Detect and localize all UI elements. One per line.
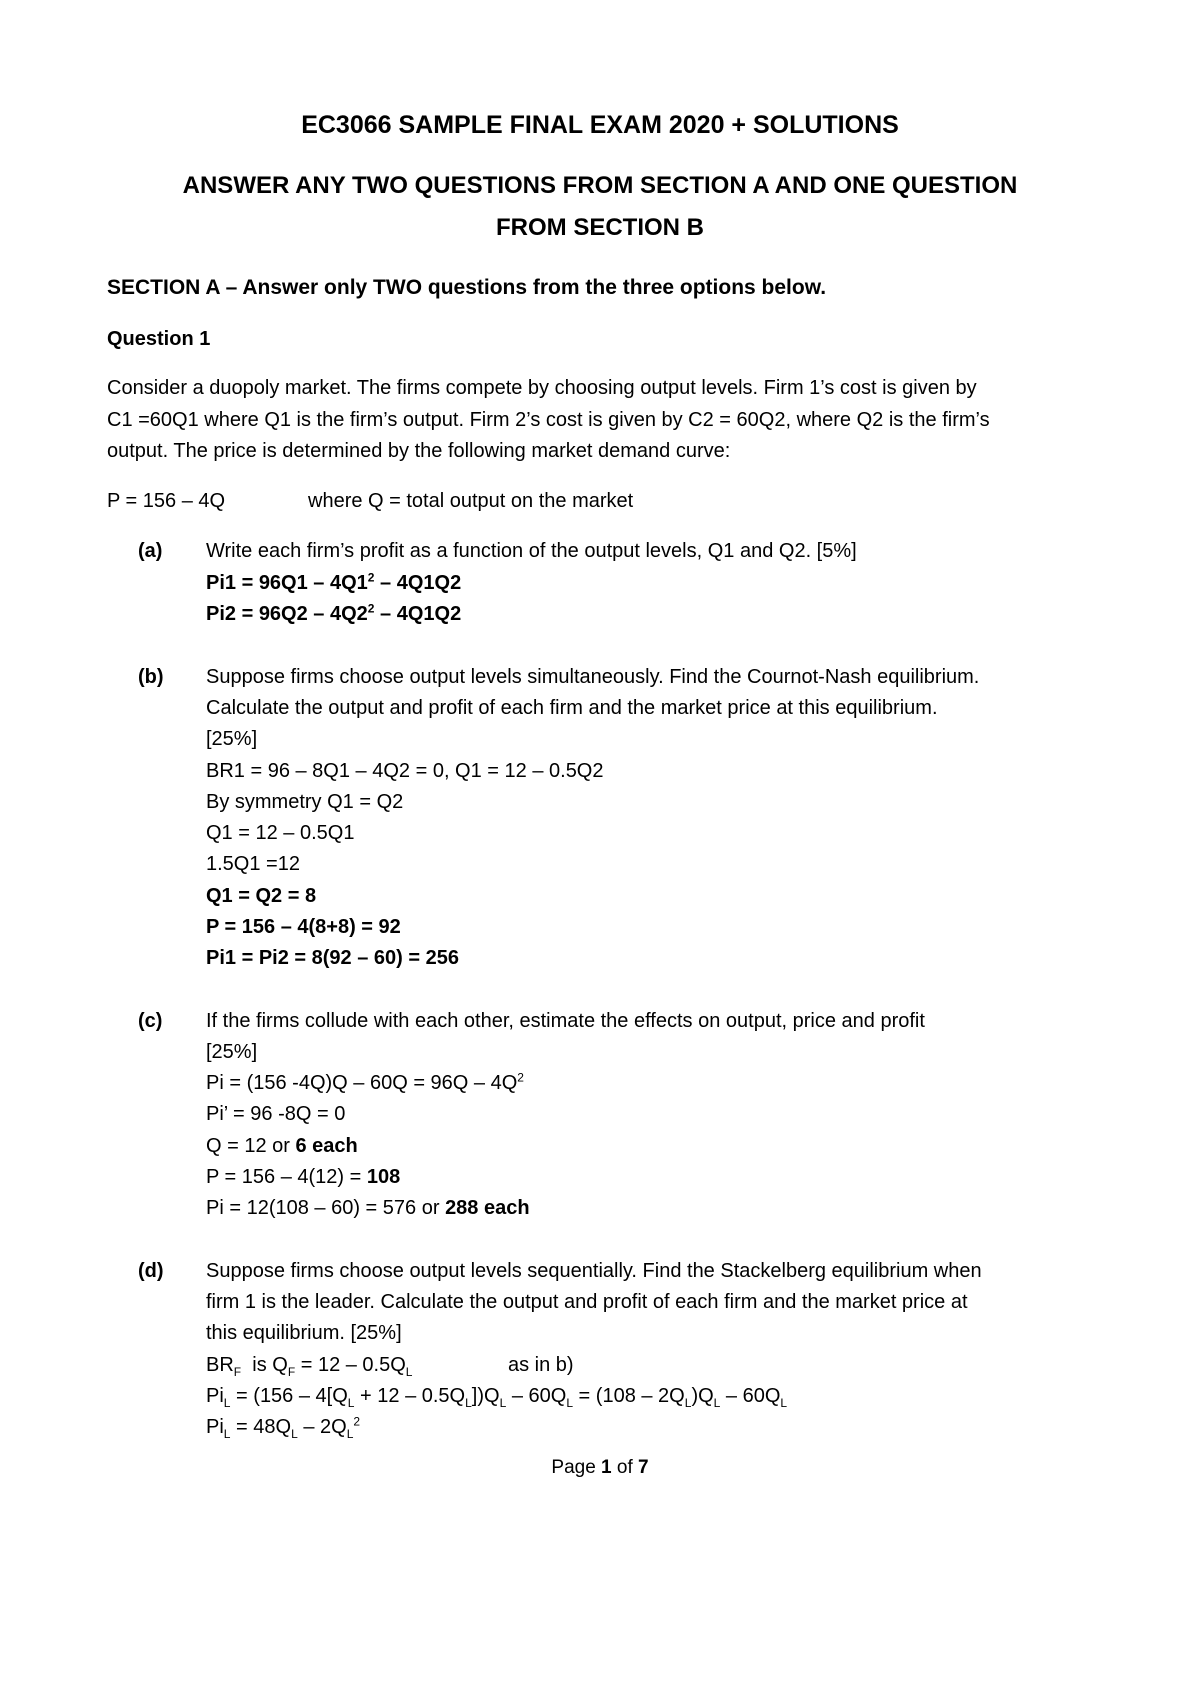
part-a-profit-1: $Pi1 = 96Q1 - 4Q1^2 - 4Q1Q2$ [206, 570, 462, 594]
part-b-step-6: P = 156 – 4(8+8) = 92 [206, 916, 401, 938]
intro-line-1 [107, 376, 1083, 400]
intro-line-3: output. The price is determined by the following market demand curve: [107, 440, 731, 462]
part-b-step-5: Q1 = Q2 = 8 [206, 885, 317, 907]
intro-text-1: Consider a duopoly market. The firms compete by choosing output levels. Firm 1’s cost is given by [107, 377, 977, 399]
instruction-line-1: ANSWER ANY TWO QUESTIONS FROM SECTION A AND ONE QUESTION [182, 172, 1018, 199]
part-c-step-4: P = 156 – 4(12) = 108 [206, 1166, 401, 1188]
part-b-step-2: By symmetry Q1 = Q2 [206, 791, 404, 813]
question-1-heading: Question 1 [107, 328, 211, 350]
page-footer: Page 1 of 7 [551, 1457, 649, 1478]
part-c-step-3: Q = 12 or 6 each [206, 1135, 358, 1157]
part-b-label: (b) [138, 666, 164, 688]
part-d-label: (d) [138, 1260, 164, 1282]
part-a-profit-2: $Pi2 = 96Q2 - 4Q2^2 - 4Q1Q2$ [206, 601, 462, 625]
instruction-line-2: FROM SECTION B [496, 214, 704, 241]
part-d-step-1-note: as in b) [508, 1354, 574, 1376]
part-b-question-2: Calculate the output and profit of each firm and the market price at this equilibrium. [206, 697, 938, 719]
part-b-step-4: 1.5Q1 =12 [206, 853, 300, 875]
part-c-step-1: Pi = (156 $-4Q)Q - 60Q = 96Q - 4Q^2$ [206, 1070, 524, 1094]
part-b-question-3: [25%] [206, 728, 258, 750]
part-c-question-1: If the firms collude with each other, estimate the effects on output, price and profit [206, 1010, 925, 1032]
part-c-question-2: [25%] [206, 1041, 258, 1063]
demand-note: where Q = total output on the market [308, 490, 634, 512]
part-c-label: (c) [138, 1010, 163, 1032]
demand-equation: P = 156 – 4Q [107, 490, 226, 512]
part-d-question-2: firm 1 is the leader. Calculate the output and profit of each firm and the market price at [206, 1291, 968, 1313]
page-title: EC3066 SAMPLE FINAL EXAM 2020 + SOLUTIONS [301, 111, 899, 139]
section-a-heading: SECTION A – Answer only TWO questions from the three options below. [107, 276, 827, 299]
part-c-step-2: Pi’ = 96 -8Q = 0 [206, 1103, 346, 1125]
part-d-step-3: $Pi_L = 48Q_L - 2Q_L^2$ [206, 1414, 361, 1441]
part-d-step-2: $Pi_L = (156 - 4[Q_L + 12 - 0.5Q_L])Q_L - 60Q_L = (108 - 2Q_L)Q_L - 60Q_L$ [206, 1385, 788, 1410]
part-b-question-1: Suppose firms choose output levels simultaneously. Find the Cournot-Nash equilibrium. [206, 666, 980, 688]
part-b-step-7: Pi1 = Pi2 = 8(92 – 60) = 256 [206, 947, 459, 969]
part-d-question-1: Suppose firms choose output levels sequentially. Find the Stackelberg equilibrium when [206, 1260, 982, 1282]
part-d-question-3: this equilibrium. [25%] [206, 1322, 402, 1344]
part-a-label: (a) [138, 540, 163, 562]
intro-line-2: C1 =60Q1 where Q1 is the firm’s output. Firm 2’s cost is given by C2 = 60Q2, where Q2 is the firm’s [107, 409, 990, 431]
part-b-step-1: BR1 = 96 – 8Q1 – 4Q2 = 0, Q1 = 12 – 0.5Q2 [206, 760, 604, 782]
part-a-question: Write each firm’s profit as a function of the output levels, Q1 and Q2. [5%] [206, 540, 857, 562]
part-b-step-3: Q1 = 12 – 0.5Q1 [206, 822, 355, 844]
part-d-step-1: $BR_F$ is $Q_F = 12 - 0.5Q_L$ [206, 1354, 413, 1379]
part-c-step-5: Pi = 12(108 – 60) = 576 or 288 each [206, 1197, 530, 1219]
